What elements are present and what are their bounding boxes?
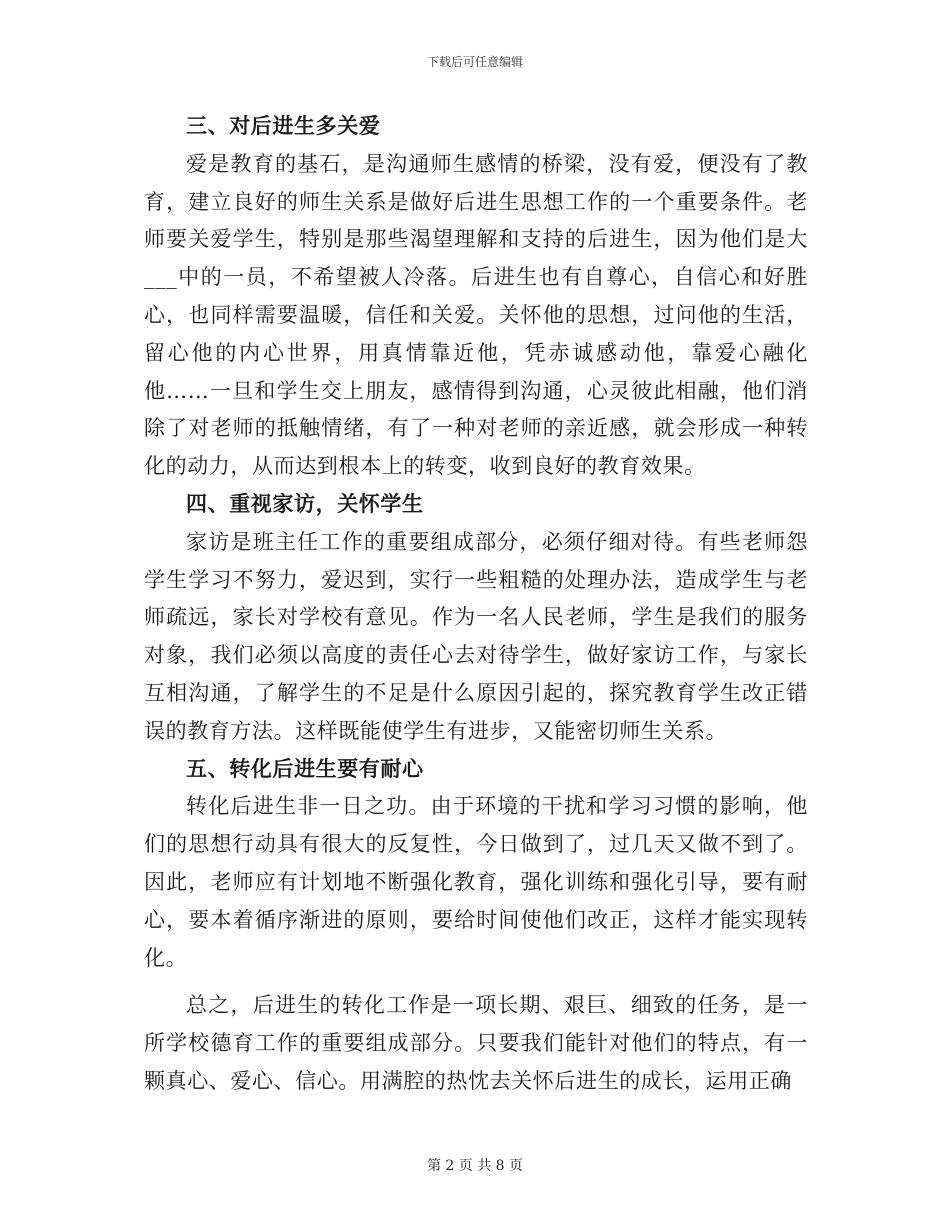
section-paragraph-5: 转化后进生非一日之功。由于环境的干扰和学习习惯的影响，他们的思想行动具有很大的反复性，今日做到了，过几天又做不到了。因此，老师应有计划地不断强化教育，强化训练和强化引导，要有耐心，要本着循序渐进的原则，要给时间使他们改正，这样才能实现转化。 xyxy=(144,794,808,970)
page-header: 下载后可任意编辑 xyxy=(426,55,523,69)
section-heading-4: 四、重视家访，关怀学生 xyxy=(186,491,424,516)
page-number-footer: 第 2 页 共 8 页 xyxy=(426,1158,524,1174)
document-body xyxy=(144,108,808,1101)
section-paragraph-3: 爱是教育的基石，是沟通师生感情的桥梁，没有爱，便没有了教育，建立良好的师生关系是做好后进生思想工作的一个重要条件。老师要关爱学生，特别是那些渴望理解和支持的后进生，因为他们是大___中的一员，不希望被人冷落。后进生也有自尊心，自信心和好胜心，也同样需要温暖，信任和关爱。关怀他的思想，过问他的生活，留心他的内心世界，用真情靠近他，凭赤诚感动他，靠爱心融化他……一旦和学生交上朋友，感情得到沟通，心灵彼此相融，他们消除了对老师的抵触情绪，有了一种对老师的亲近感，就会形成一种转化的动力，从而达到根本上的转变，收到良好的教育效果。 xyxy=(144,151,808,479)
section-heading-5: 五、转化后进生要有耐心 xyxy=(186,756,424,781)
section-paragraph-4: 家访是班主任工作的重要组成部分，必须仔细对待。有些老师怨学生学习不努力，爱迟到，实行一些粗糙的处理办法，造成学生与老师疏远，家长对学校有意见。作为一名人民老师，学生是我们的服务对象，我们必须以高度的责任心去对待学生，做好家访工作，与家长互相沟通，了解学生的不足是什么原因引起的，探究教育学生改正错误的教育方法。这样既能使学生有进步，又能密切师生关系。 xyxy=(144,529,808,743)
paragraph-gap xyxy=(144,977,808,987)
section-heading-3: 三、对后进生多关爱 xyxy=(186,114,381,138)
closing-paragraph: 总之，后进生的转化工作是一项长期、艰巨、细致的任务，是一所学校德育工作的重要组成部分。只要我们能针对他们的特点，有一颗真心、爱心、信心。用满腔的热忱去关怀后进生的成长，运用正确 xyxy=(144,993,808,1093)
